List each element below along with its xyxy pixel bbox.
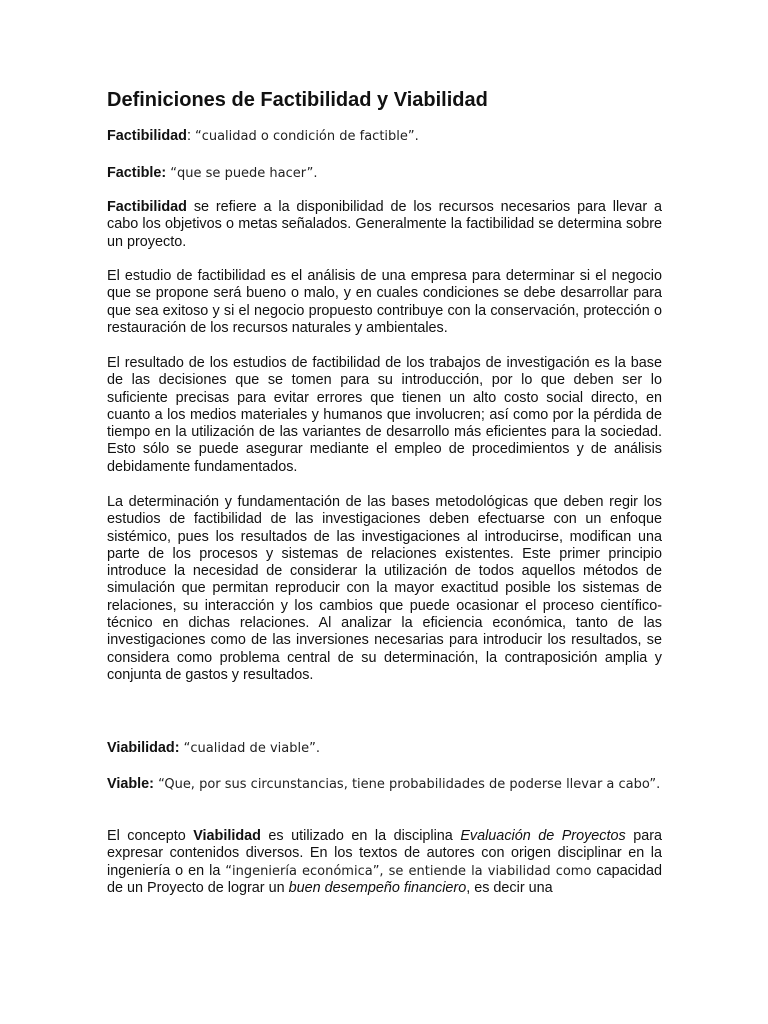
discipline-name: Evaluación de Proyectos xyxy=(460,828,626,844)
paragraph-factibilidad xyxy=(107,199,662,251)
ingenieria-economica-quote: “ingeniería económica”, se entiende la viabilidad como xyxy=(225,863,592,879)
term-viabilidad-inline: Viabilidad xyxy=(193,828,261,844)
concepto-text-3: para expresar contenidos diversos. En los textos de autores con origen disciplinar en la ingeniería o en la xyxy=(107,828,663,879)
definition-factibilidad xyxy=(107,128,662,145)
buen-desempeno-phrase: buen desempeño financiero xyxy=(288,879,467,896)
definition-factible-text: “que se puede hacer”. xyxy=(166,166,318,181)
concepto-text-2: es utilizado en la disciplina xyxy=(260,828,461,844)
term-factible: Factible: xyxy=(107,165,167,181)
definition-viabilidad xyxy=(107,740,662,757)
paragraph-concepto-viabilidad xyxy=(107,828,662,897)
definition-factible xyxy=(107,165,662,182)
definition-viable-text: “Que, por sus circunstancias, tiene probabilidades de poderse llevar a cabo”. xyxy=(153,777,661,792)
definition-viable xyxy=(107,776,662,793)
definition-separator: : xyxy=(186,128,195,144)
definition-factibilidad-text: “cualidad o condición de factible”. xyxy=(194,129,419,144)
concepto-text-1: El concepto xyxy=(107,828,194,844)
paragraph-resultado: El resultado de los estudios de factibilidad de los trabajos de investigación es la base de las decisiones que se tomen para su introducción, por lo que deben ser lo suficiente precisas para evitar errores que tienen un alto costo social directo, en cuanto a los medios materiales y humanos que involucren; así como por la pérdida de tiempo en la utilización de las variantes de desarrollo más eficientes para la sociedad. Esto sólo se puede asegurar mediante el empleo de procedimientos y de análisis debidamente fundamentados. xyxy=(107,355,662,475)
paragraph-factibilidad-text: se refiere a la disponibilidad de los recursos necesarios para llevar a cabo los objetivos o metas señalados. Generalmente la factibilidad se determina sobre un proyecto. xyxy=(107,199,662,250)
page-title: Definiciones de Factibilidad y Viabilidad xyxy=(107,89,488,111)
concepto-text-4: capacidad de un Proyecto de lograr un xyxy=(107,862,662,896)
term-factibilidad: Factibilidad xyxy=(107,128,187,144)
paragraph-estudio: El estudio de factibilidad es el análisis de una empresa para determinar si el negocio que se propone será bueno o malo, y en cuales condiciones se debe desarrollar para que sea exitoso y si el negocio propuesto contribuye con la conservación, protección o restauración de los recursos naturales y ambientales. xyxy=(107,268,662,336)
term-viabilidad: Viabilidad: xyxy=(107,740,180,756)
definition-viabilidad-text: “cualidad de viable”. xyxy=(179,741,320,756)
term-viable: Viable: xyxy=(107,776,154,792)
paragraph-determinacion: La determinación y fundamentación de las bases metodológicas que deben regir los estudios de factibilidad de las investigaciones deben efectuarse con un enfoque sistémico, pues los resultados de las investigaciones al introducirse, modifican una parte de los procesos y sistemas de relaciones existentes. Este primer principio introduce la necesidad de considerar la utilización de todos aquellos métodos de simulación que permitan reproducir con la mayor exactitud posible los sistemas de relaciones, su interacción y los cambios que puede ocasionar el proceso científico-técnico en dichas relaciones. Al analizar la eficiencia económica, tanto de las investigaciones como de las inversiones necesarias para introducir los resultados, se considera como problema central de su determinación, la contraposición amplia y conjunta de gastos y resultados. xyxy=(107,494,662,683)
concepto-text-5: , es decir una xyxy=(466,879,553,896)
term-factibilidad-bold: Factibilidad xyxy=(107,199,187,215)
